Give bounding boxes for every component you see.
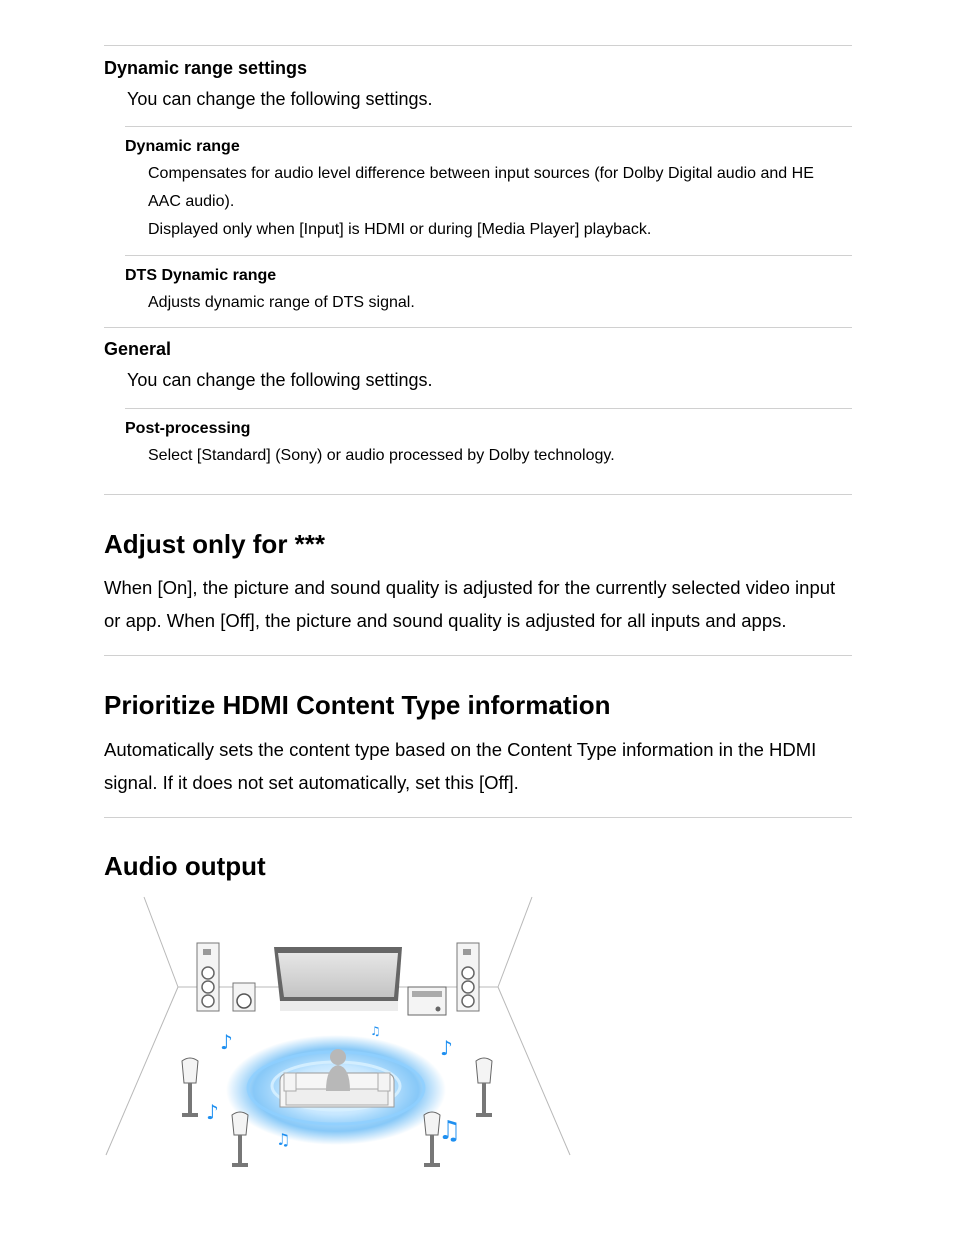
audio-output-heading: Audio output <box>104 851 266 881</box>
surround-sound-room-illustration-icon <box>104 893 574 1175</box>
dts-dynamic-range-label: DTS Dynamic range <box>125 267 277 284</box>
general-lead: You can change the following settings. <box>127 370 433 390</box>
dynamic-range-label: Dynamic range <box>125 138 240 155</box>
svg-text:♪: ♪ <box>440 1036 453 1060</box>
svg-text:♫: ♫ <box>276 1130 291 1149</box>
surround-left-speaker-icon <box>182 1058 198 1117</box>
surround-right-speaker-icon <box>476 1058 492 1117</box>
divider <box>125 408 852 409</box>
front-left-speaker-icon <box>197 943 219 1011</box>
divider <box>104 45 852 46</box>
post-processing-label: Post-processing <box>125 420 251 437</box>
divider <box>125 255 852 256</box>
svg-text:♪: ♪ <box>206 1100 219 1124</box>
divider <box>104 494 852 495</box>
dynamic-range-settings-lead: You can change the following settings. <box>127 89 433 109</box>
divider <box>125 126 852 127</box>
divider <box>104 327 852 328</box>
dynamic-range-description: Compensates for audio level difference between input sources (for Dolby Digital audio and HE AAC audio). <box>148 165 814 210</box>
svg-text:♫: ♫ <box>370 1024 381 1038</box>
dynamic-range-settings-heading: Dynamic range settings <box>104 58 308 78</box>
divider <box>104 655 852 656</box>
adjust-only-for-heading: Adjust only for *** <box>104 529 326 559</box>
general-heading: General <box>104 339 172 359</box>
subwoofer-icon <box>233 983 255 1011</box>
svg-text:♫: ♫ <box>438 1116 462 1146</box>
dynamic-range-note: Displayed only when [Input] is HDMI or during [Media Player] playback. <box>148 221 652 238</box>
prioritize-hdmi-body: Automatically sets the content type based on the Content Type information in the HDMI signal. If it does not set automatically, set this [Off]. <box>104 739 817 793</box>
divider <box>104 817 852 818</box>
tv-icon <box>274 947 402 1011</box>
svg-text:♪: ♪ <box>220 1030 233 1054</box>
adjust-only-for-body: When [On], the picture and sound quality is adjusted for the currently selected video input or app. When [Off], the picture and sound quality is adjusted for all inputs and apps. <box>104 577 836 631</box>
dts-dynamic-range-description: Adjusts dynamic range of DTS signal. <box>148 294 415 311</box>
front-right-speaker-icon <box>457 943 479 1011</box>
av-receiver-icon <box>408 987 446 1015</box>
prioritize-hdmi-heading: Prioritize HDMI Content Type information <box>104 690 611 720</box>
surround-back-left-speaker-icon <box>232 1112 248 1167</box>
post-processing-description: Select [Standard] (Sony) or audio processed by Dolby technology. <box>148 447 615 464</box>
